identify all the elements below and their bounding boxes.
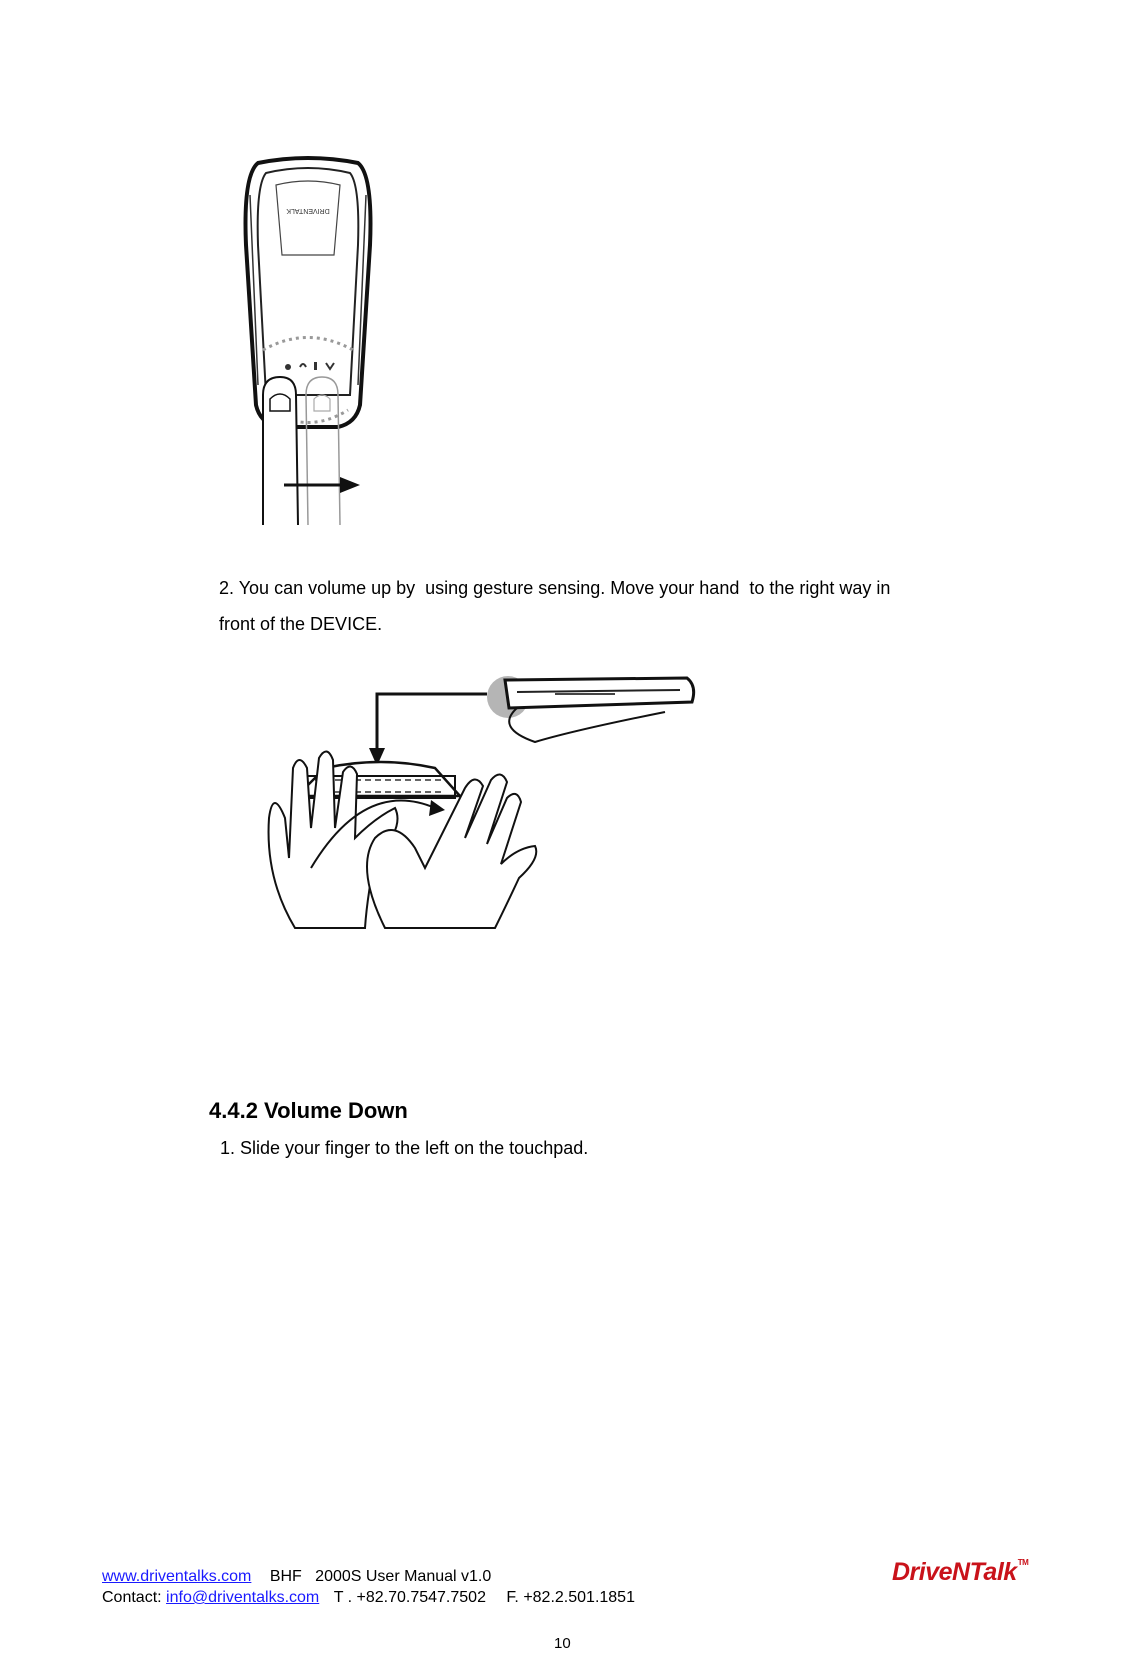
manual-title: BHF 2000S User Manual v1.0 [269,1568,492,1585]
device-logo: DRIVENTALK [286,207,330,214]
brand-logo-text: DriveNTalk [892,1558,1017,1586]
trademark-mark: TM [1017,1558,1029,1567]
phone-number: T . +82.70.7547.7502 [333,1589,486,1606]
step2-line1: 2. You can volume up by using gesture sensing. Move your hand to the right way in [219,578,891,598]
step2-line2: front of the DEVICE. [219,614,383,634]
contact-label: Contact: [102,1589,162,1606]
section-heading: 4.4.2 Volume Down [209,1098,408,1123]
page-number: 10 [554,1635,571,1652]
touchpad-slide-right-illustration [228,155,388,525]
hand-gesture-illustration [255,668,695,968]
right-arrow-icon [340,477,360,493]
email-link[interactable]: info@driventalks.com [166,1589,320,1606]
fax-number: F. +82.2.501.1851 [506,1589,635,1606]
website-link[interactable]: www.driventalks.com [102,1568,252,1585]
brand-logo [892,1558,1028,1587]
volume-down-step1: 1. Slide your finger to the left on the touchpad. [220,1138,589,1158]
finger-shape [263,377,298,525]
